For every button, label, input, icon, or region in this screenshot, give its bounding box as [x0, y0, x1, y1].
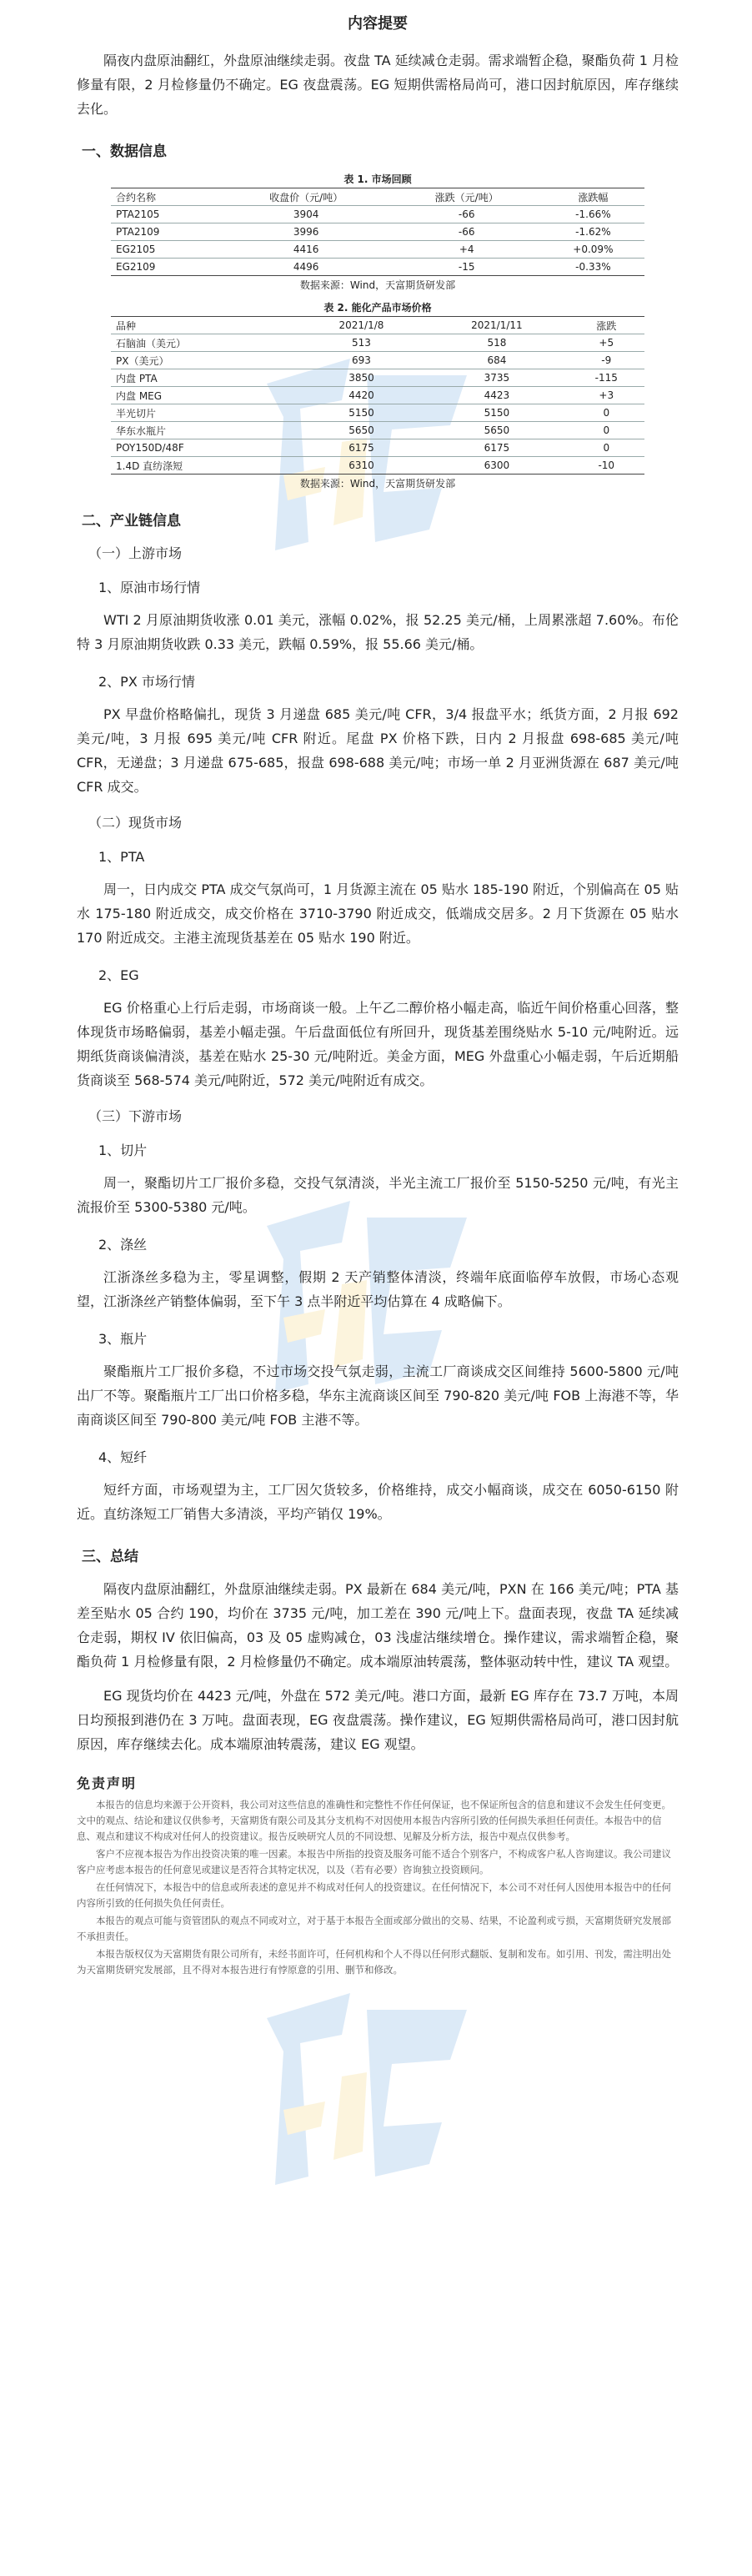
table-cell: POY150D/48F — [111, 439, 298, 457]
table-cell: -66 — [392, 206, 542, 223]
crude-oil-paragraph: WTI 2 月原油期货收涨 0.01 美元，涨幅 0.02%，报 52.25 美元/桶，上周累涨超 7.60%。布伦特 3 月原油期货收跌 0.33 美元，跌幅 0.59%，报 55.66 美元/桶。 — [77, 612, 679, 652]
table-row — [111, 334, 644, 352]
table-header-row — [111, 317, 644, 334]
px-paragraph: PX 早盘价格略偏扎，现货 3 月递盘 685 美元/吨 CFR，3/4 报盘平水；纸货方面，2 月报 692 美元/吨，3 月报 695 美元/吨 CFR 附近。尾盘 PX 价格下跌，日内 2 月报盘 698-685 美元/吨 CFR，无递盘；3 月递盘 675-685，报盘 698-688 美元/吨；市场一单 2 月亚洲货源在 687 美元/吨 CFR 成交。 — [77, 706, 679, 795]
table-cell: 0 — [569, 404, 644, 422]
staple-paragraph: 短纤方面，市场观望为主，工厂因欠货较多，价格维持，成交小幅商谈，成交在 6050-6150 附近。直纺涤短工厂销售大多清淡，平均产销仅 19%。 — [77, 1482, 679, 1522]
table-cell: -10 — [569, 457, 644, 475]
pta-paragraph: 周一，日内成交 PTA 成交气氛尚可，1 月货源主流在 05 贴水 185-190 附近，个别偏高在 05 贴水 175-180 附近成交，成交价格在 3710-3790 附近成交，低端成交居多。2 月下货源在 05 贴水 170 附近成交。主港主流现货基差在 05 贴水 190 附近。 — [77, 881, 679, 946]
table-cell: 518 — [425, 334, 568, 352]
section-heading: 三、总结 — [82, 1549, 138, 1565]
item-heading: 2、PX 市场行情 — [98, 674, 195, 690]
table-header: 2021/1/11 — [425, 317, 568, 334]
table-row — [111, 206, 644, 223]
summary-paragraph: 隔夜内盘原油翻红，外盘原油继续走弱。夜盘 TA 延续减仓走弱。需求端暂企稳，聚酯负荷 1 月检修量有限，2 月检修量仍不确定。EG 夜盘震荡。EG 短期供需格局尚可，港口因封航原因，库存继续去化。 — [77, 53, 679, 117]
table-cell: EG2109 — [111, 259, 221, 276]
table-cell: 5650 — [298, 422, 426, 439]
market-review-table — [111, 188, 644, 276]
table-cell: PTA2105 — [111, 206, 221, 223]
table-cell: 石脑油（美元） — [111, 334, 298, 352]
table-header: 涨跌 — [569, 317, 644, 334]
chip-paragraph: 周一，聚酯切片工厂报价多稳，交投气氛清淡，半光主流工厂报价至 5150-5250 元/吨，有光主流报价至 5300-5380 元/吨。 — [77, 1175, 679, 1215]
item-heading: 4、短纤 — [98, 1449, 148, 1465]
table-row — [111, 404, 644, 422]
table-cell: 3996 — [221, 223, 392, 241]
table-cell: 5150 — [425, 404, 568, 422]
table-header-row — [111, 188, 644, 206]
table-cell: 6175 — [425, 439, 568, 457]
table-row — [111, 259, 644, 276]
eg-paragraph: EG 价格重心上行后走弱，市场商谈一般。上午乙二醇价格小幅走高，临近午间价格重心回落，整体现货市场略偏弱，基差小幅走强。午后盘面低位有所回升，现货基差围绕贴水 5-10 元/吨附近。远期纸货商谈偏清淡，基差在贴水 25-30 元/吨附近。美金方面，MEG 外盘重心小幅走弱，午后近期船货商谈至 568-574 美元/吨附近，572 美元/吨附近有成交。 — [77, 1000, 679, 1088]
table-header: 2021/1/8 — [298, 317, 426, 334]
table-source: 数据来源：Wind，天富期货研发部 — [299, 279, 456, 291]
table-cell: PX（美元） — [111, 352, 298, 369]
disclaimer-paragraph: 本报告的观点可能与资管团队的观点不同或对立，对于基于本报告全面或部分做出的交易、结果，不论盈利或亏损，天富期货研究发展部不承担责任。 — [77, 1915, 671, 1942]
table-cell: 6310 — [298, 457, 426, 475]
table-row — [111, 352, 644, 369]
item-heading: 3、瓶片 — [98, 1331, 148, 1347]
table-cell: PTA2109 — [111, 223, 221, 241]
table-cell: 3735 — [425, 369, 568, 387]
table-caption: 表 2. 能化产品市场价格 — [323, 302, 432, 314]
table-cell: 3850 — [298, 369, 426, 387]
disclaimer-title: 免责声明 — [77, 1775, 138, 1791]
item-heading: 2、涤丝 — [98, 1237, 148, 1253]
table-row — [111, 369, 644, 387]
page-title: 内容提要 — [348, 15, 408, 33]
bottle-paragraph: 聚酯瓶片工厂报价多稳，不过市场交投气氛走弱，主流工厂商谈成交区间维持 5600-5800 元/吨出厂不等。聚酯瓶片工厂出口价格多稳，华东主流商谈区间至 790-820 美元/吨 FOB 上海港不等，华南商谈区间至 790-800 美元/吨 FOB 主港不等。 — [77, 1363, 679, 1428]
section-heading: 一、数据信息 — [82, 143, 167, 160]
table-cell: 内盘 MEG — [111, 387, 298, 404]
yarn-paragraph: 江浙涤丝多稳为主，零星调整，假期 2 天产销整体清淡，终端年底面临停车放假，市场心态观望，江浙涤丝产销整体偏弱，至下午 3 点半附近平均估算在 4 成略偏下。 — [77, 1269, 679, 1309]
subsection-heading: （二）现货市场 — [88, 815, 183, 831]
product-price-table — [111, 316, 644, 475]
table-cell: 华东水瓶片 — [111, 422, 298, 439]
table-row — [111, 387, 644, 404]
table-cell: 1.4D 直纺涤短 — [111, 457, 298, 475]
table-cell: -0.33% — [542, 259, 644, 276]
item-heading: 1、原油市场行情 — [98, 580, 201, 595]
table-cell: 5150 — [298, 404, 426, 422]
table-cell: +4 — [392, 241, 542, 259]
table-cell: -66 — [392, 223, 542, 241]
table-cell: 513 — [298, 334, 426, 352]
table-row — [111, 439, 644, 457]
table-cell: 5650 — [425, 422, 568, 439]
table-cell: 4416 — [221, 241, 392, 259]
table-cell: 693 — [298, 352, 426, 369]
table-header: 涨跌（元/吨） — [392, 188, 542, 206]
item-heading: 1、切片 — [98, 1142, 148, 1158]
table-cell: 0 — [569, 422, 644, 439]
watermark-logo — [250, 1985, 500, 2205]
table-cell: +0.09% — [542, 241, 644, 259]
table-cell: +5 — [569, 334, 644, 352]
item-heading: 1、PTA — [98, 849, 145, 865]
table-row — [111, 223, 644, 241]
table-source: 数据来源：Wind，天富期货研发部 — [299, 478, 456, 490]
table-cell: 3904 — [221, 206, 392, 223]
table-cell: 684 — [425, 352, 568, 369]
table-cell: 4420 — [298, 387, 426, 404]
table-row — [111, 241, 644, 259]
disclaimer-paragraph: 本报告的信息均来源于公开资料，我公司对这些信息的准确性和完整性不作任何保证，也不保证所包含的信息和建议不会发生任何变更。文中的观点、结论和建议仅供参考，天富期货有限公司及其分支机构不对因使用本报告内容所引致的任何损失承担任何责任。本报告中的信息、观点和建议不构成对任何人的投资建议。报告反映研究人员的不同设想、见解及分析方法，报告中观点仅供参考。 — [77, 1799, 671, 1842]
table-cell: 6175 — [298, 439, 426, 457]
table-header: 品种 — [111, 317, 298, 334]
table-row — [111, 422, 644, 439]
table-cell: 4496 — [221, 259, 392, 276]
table-cell: -1.66% — [542, 206, 644, 223]
table-cell: EG2105 — [111, 241, 221, 259]
table-header: 涨跌幅 — [542, 188, 644, 206]
table-cell: 内盘 PTA — [111, 369, 298, 387]
table-caption: 表 1. 市场回顾 — [343, 173, 412, 185]
subsection-heading: （一）上游市场 — [88, 545, 183, 561]
table-row — [111, 457, 644, 475]
table-cell: 6300 — [425, 457, 568, 475]
table-cell: 0 — [569, 439, 644, 457]
disclaimer-paragraph: 在任何情况下，本报告中的信息或所表述的意见并不构成对任何人的投资建议。在任何情况下，本公司不对任何人因使用本报告中的任何内容所引致的任何损失负任何责任。 — [77, 1881, 671, 1909]
table-cell: -15 — [392, 259, 542, 276]
subsection-heading: （三）下游市场 — [88, 1108, 183, 1124]
table-cell: -9 — [569, 352, 644, 369]
table-cell: -115 — [569, 369, 644, 387]
summary-paragraph: 隔夜内盘原油翻红，外盘原油继续走弱。PX 最新在 684 美元/吨，PXN 在 166 美元/吨；PTA 基差至贴水 05 合约 190，均价在 3735 元/吨，加工差在 390 元/吨上下。盘面表现，夜盘 TA 延续减仓走弱，期权 IV 依旧偏高，03 及 05 虚购减仓，03 浅虚沽继续增仓。操作建议，需求端暂企稳，聚酯负荷 1 月检修量有限，2 月检修量仍不确定。成本端原油转震荡，整体驱动转中性，建议 TA 观望。 — [77, 1581, 679, 1670]
item-heading: 2、EG — [98, 967, 139, 983]
table-cell: 半光切片 — [111, 404, 298, 422]
section-heading: 二、产业链信息 — [82, 513, 181, 530]
disclaimer-paragraph: 客户不应视本报告为作出投资决策的唯一因素。本报告中所指的投资及服务可能不适合个别客户，不构成客户私人咨询建议。我公司建议客户应考虑本报告的任何意见或建议是否符合其特定状况，以及（若有必要）咨询独立投资顾问。 — [77, 1848, 671, 1876]
summary-paragraph: EG 现货均价在 4423 元/吨，外盘在 572 美元/吨。港口方面，最新 EG 库存在 73.7 万吨，本周日均预报到港仍在 3 万吨。盘面表现，EG 夜盘震荡。操作建议，EG 短期供需格局尚可，港口因封航原因，库存继续去化。成本端原油转震荡，建议 EG 观望。 — [77, 1688, 679, 1752]
table-cell: +3 — [569, 387, 644, 404]
table-cell: -1.62% — [542, 223, 644, 241]
table-header: 合约名称 — [111, 188, 221, 206]
table-header: 收盘价（元/吨） — [221, 188, 392, 206]
table-cell: 4423 — [425, 387, 568, 404]
disclaimer-paragraph: 本报告版权仅为天富期货有限公司所有，未经书面许可，任何机构和个人不得以任何形式翻版、复制和发布。如引用、刊发，需注明出处为天富期货研究发展部，且不得对本报告进行有悖原意的引用、删节和修改。 — [77, 1948, 671, 1976]
